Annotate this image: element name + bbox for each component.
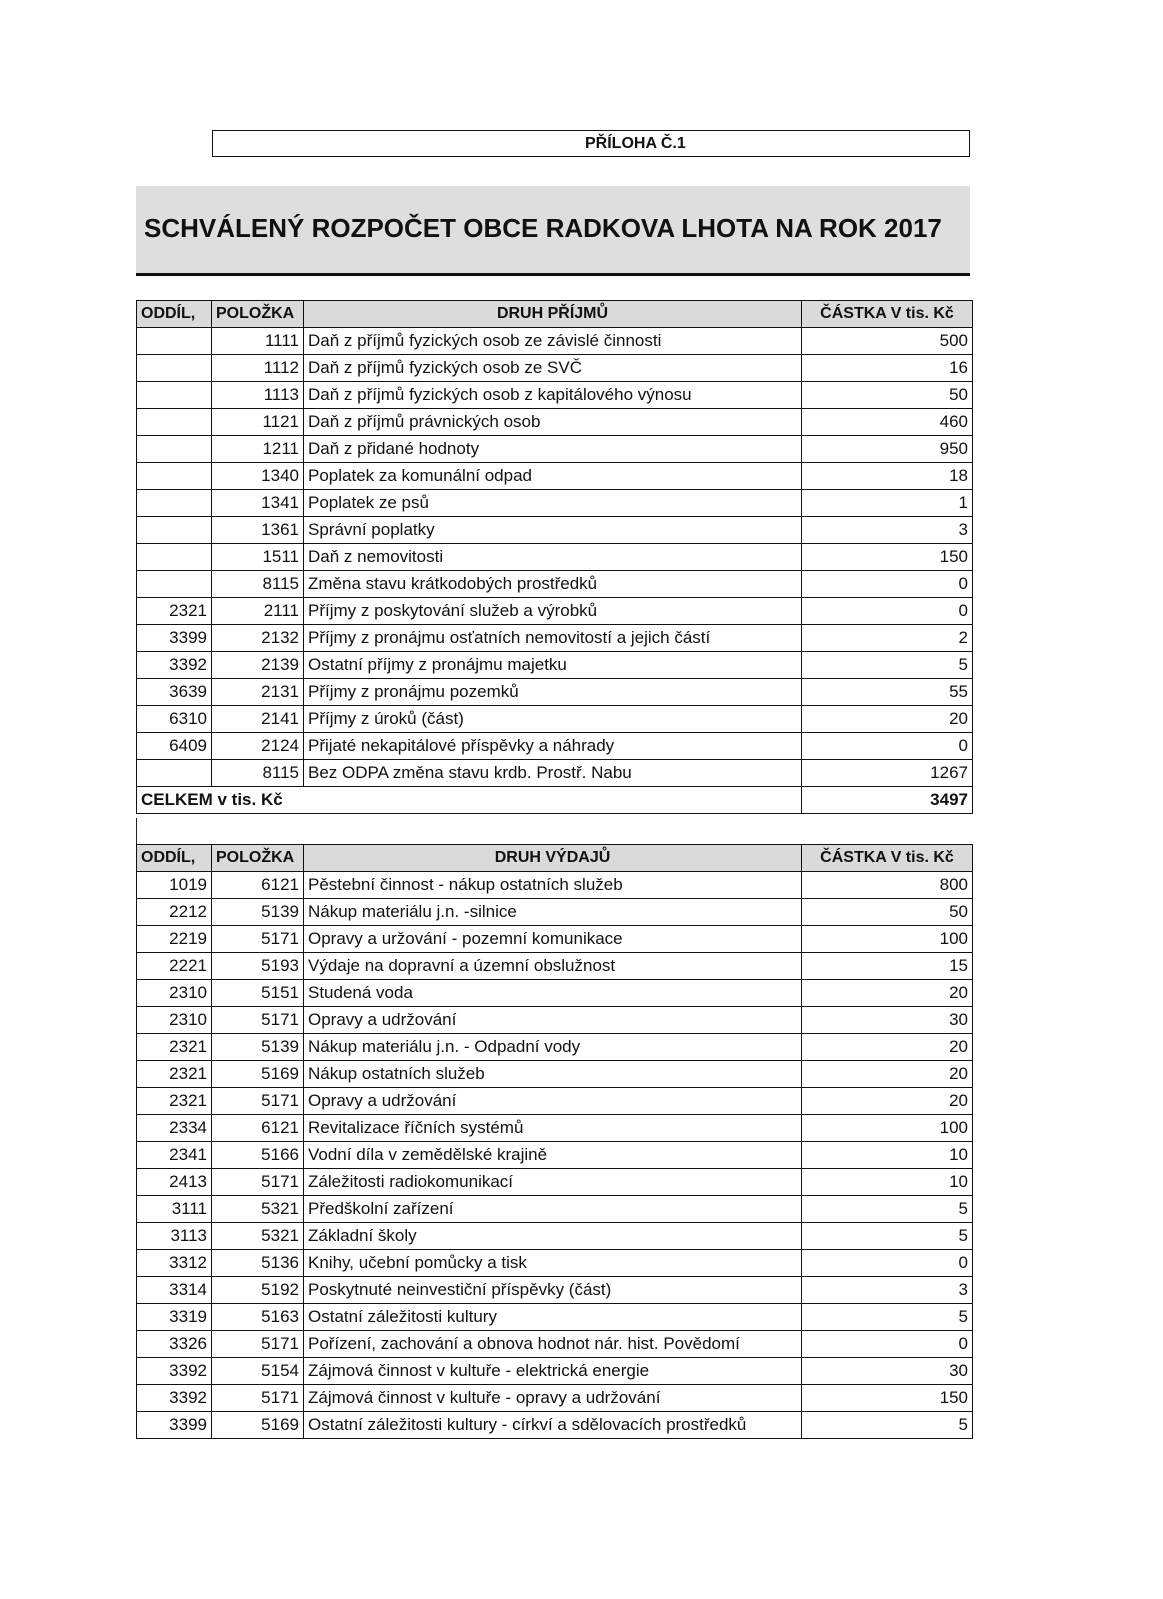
cell-castka: 20	[802, 1061, 973, 1088]
table-row	[137, 706, 973, 733]
table-row	[137, 409, 973, 436]
income-table	[136, 300, 973, 814]
cell-popis: Nákup materiálu j.n. -silnice	[304, 899, 802, 926]
cell-oddil	[137, 382, 212, 409]
cell-oddil: 3314	[137, 1277, 212, 1304]
cell-oddil: 3392	[137, 1358, 212, 1385]
cell-popis: Ostatní příjmy z pronájmu majetku	[304, 652, 802, 679]
table-row	[137, 1250, 973, 1277]
cell-castka: 10	[802, 1169, 973, 1196]
cell-polozka: 2124	[212, 733, 304, 760]
cell-popis: Příjmy z poskytování služeb a výrobků	[304, 598, 802, 625]
cell-polozka: 1511	[212, 544, 304, 571]
income-header-row	[137, 301, 973, 328]
table-row	[137, 328, 973, 355]
cell-oddil: 2334	[137, 1115, 212, 1142]
cell-castka: 0	[802, 1250, 973, 1277]
cell-polozka: 1112	[212, 355, 304, 382]
expense-rows	[137, 872, 973, 1439]
cell-oddil	[137, 571, 212, 598]
cell-popis: Daň z příjmů fyzických osob ze SVČ	[304, 355, 802, 382]
cell-polozka: 5171	[212, 1331, 304, 1358]
cell-polozka: 1111	[212, 328, 304, 355]
table-row	[137, 436, 973, 463]
cell-oddil	[137, 517, 212, 544]
cell-popis: Nákup ostatních služeb	[304, 1061, 802, 1088]
table-row	[137, 490, 973, 517]
cell-popis: Daň z příjmů fyzických osob ze závislé činnosti	[304, 328, 802, 355]
table-row	[137, 355, 973, 382]
cell-popis: Studená voda	[304, 980, 802, 1007]
cell-popis: Poskytnuté neinvestiční příspěvky (část)	[304, 1277, 802, 1304]
cell-oddil: 2321	[137, 1088, 212, 1115]
cell-castka: 50	[802, 382, 973, 409]
cell-castka: 0	[802, 571, 973, 598]
cell-polozka: 5163	[212, 1304, 304, 1331]
expense-table	[136, 844, 973, 1439]
cell-popis: Poplatek za komunální odpad	[304, 463, 802, 490]
cell-popis: Opravy a udržování	[304, 1088, 802, 1115]
header-polozka: POLOŽKA	[212, 845, 304, 872]
cell-polozka: 5166	[212, 1142, 304, 1169]
cell-castka: 15	[802, 953, 973, 980]
expense-header-row	[137, 845, 973, 872]
cell-polozka: 8115	[212, 571, 304, 598]
cell-oddil	[137, 760, 212, 787]
cell-castka: 30	[802, 1358, 973, 1385]
attachment-label: PŘÍLOHA Č.1	[585, 135, 686, 152]
cell-oddil: 2219	[137, 926, 212, 953]
cell-popis: Ostatní záležitosti kultury - církví a sdělovacích prostředků	[304, 1412, 802, 1439]
cell-polozka: 1113	[212, 382, 304, 409]
table-row	[137, 382, 973, 409]
cell-popis: Daň z příjmů právnických osob	[304, 409, 802, 436]
cell-polozka: 2111	[212, 598, 304, 625]
table-row	[137, 1196, 973, 1223]
title-band	[136, 186, 970, 276]
table-row	[137, 733, 973, 760]
table-row	[137, 571, 973, 598]
cell-popis: Revitalizace říčních systémů	[304, 1115, 802, 1142]
cell-castka: 10	[802, 1142, 973, 1169]
cell-castka: 0	[802, 733, 973, 760]
cell-popis: Pěstební činnost - nákup ostatních služeb	[304, 872, 802, 899]
cell-popis: Výdaje na dopravní a územní obslužnost	[304, 953, 802, 980]
cell-castka: 100	[802, 1115, 973, 1142]
cell-oddil: 2310	[137, 980, 212, 1007]
cell-oddil: 3319	[137, 1304, 212, 1331]
cell-oddil	[137, 463, 212, 490]
cell-polozka: 5151	[212, 980, 304, 1007]
cell-oddil: 3113	[137, 1223, 212, 1250]
cell-castka: 460	[802, 409, 973, 436]
cell-oddil: 2321	[137, 598, 212, 625]
cell-oddil: 2321	[137, 1061, 212, 1088]
cell-popis: Opravy a udržování	[304, 1007, 802, 1034]
cell-polozka: 5321	[212, 1196, 304, 1223]
cell-oddil	[137, 490, 212, 517]
cell-oddil: 3326	[137, 1331, 212, 1358]
cell-castka: 20	[802, 706, 973, 733]
cell-oddil	[137, 328, 212, 355]
cell-popis: Zájmová činnost v kultuře - elektrická energie	[304, 1358, 802, 1385]
table-row	[137, 980, 973, 1007]
cell-polozka: 5321	[212, 1223, 304, 1250]
cell-popis: Přijaté nekapitálové příspěvky a náhrady	[304, 733, 802, 760]
cell-popis: Knihy, učební pomůcky a tisk	[304, 1250, 802, 1277]
cell-polozka: 6121	[212, 1115, 304, 1142]
cell-popis: Daň z přidané hodnoty	[304, 436, 802, 463]
header-polozka: POLOŽKA	[212, 301, 304, 328]
table-row	[137, 598, 973, 625]
table-row	[137, 1169, 973, 1196]
cell-castka: 55	[802, 679, 973, 706]
header-castka: ČÁSTKA V tis. Kč	[802, 845, 973, 872]
total-value: 3497	[802, 787, 973, 814]
cell-castka: 3	[802, 1277, 973, 1304]
cell-castka: 50	[802, 899, 973, 926]
table-row	[137, 872, 973, 899]
cell-castka: 1	[802, 490, 973, 517]
cell-castka: 20	[802, 980, 973, 1007]
cell-castka: 1267	[802, 760, 973, 787]
cell-oddil: 3392	[137, 652, 212, 679]
table-row	[137, 1034, 973, 1061]
cell-oddil: 2413	[137, 1169, 212, 1196]
cell-castka: 0	[802, 598, 973, 625]
cell-polozka: 5171	[212, 1007, 304, 1034]
income-total-row	[137, 787, 973, 814]
header-oddil: ODDÍL,	[137, 845, 212, 872]
cell-castka: 20	[802, 1088, 973, 1115]
cell-oddil: 3639	[137, 679, 212, 706]
cell-castka: 150	[802, 544, 973, 571]
cell-oddil	[137, 436, 212, 463]
cell-polozka: 1361	[212, 517, 304, 544]
table-row	[137, 679, 973, 706]
cell-polozka: 2139	[212, 652, 304, 679]
cell-popis: Správní poplatky	[304, 517, 802, 544]
cell-popis: Změna stavu krátkodobých prostředků	[304, 571, 802, 598]
cell-popis: Pořízení, zachování a obnova hodnot nár. hist. Povědomí	[304, 1331, 802, 1358]
cell-oddil: 6409	[137, 733, 212, 760]
cell-polozka: 5171	[212, 926, 304, 953]
table-row	[137, 1115, 973, 1142]
cell-castka: 100	[802, 926, 973, 953]
cell-oddil: 3312	[137, 1250, 212, 1277]
cell-popis: Předškolní zařízení	[304, 1196, 802, 1223]
cell-oddil: 2212	[137, 899, 212, 926]
table-row	[137, 1331, 973, 1358]
cell-castka: 5	[802, 652, 973, 679]
table-row	[137, 1277, 973, 1304]
cell-polozka: 5169	[212, 1061, 304, 1088]
table-row	[137, 517, 973, 544]
total-label: CELKEM v tis. Kč	[137, 787, 802, 814]
cell-popis: Nákup materiálu j.n. - Odpadní vody	[304, 1034, 802, 1061]
cell-castka: 2	[802, 625, 973, 652]
section-divider	[136, 818, 137, 844]
cell-polozka: 5171	[212, 1088, 304, 1115]
table-row	[137, 463, 973, 490]
table-row	[137, 760, 973, 787]
table-row	[137, 899, 973, 926]
cell-polozka: 8115	[212, 760, 304, 787]
cell-castka: 0	[802, 1331, 973, 1358]
cell-popis: Příjmy z úroků (část)	[304, 706, 802, 733]
header-castka: ČÁSTKA V tis. Kč	[802, 301, 973, 328]
cell-castka: 20	[802, 1034, 973, 1061]
table-row	[137, 544, 973, 571]
cell-oddil: 2221	[137, 953, 212, 980]
table-row	[137, 652, 973, 679]
cell-castka: 5	[802, 1304, 973, 1331]
table-row	[137, 1223, 973, 1250]
cell-castka: 500	[802, 328, 973, 355]
table-row	[137, 926, 973, 953]
table-row	[137, 1061, 973, 1088]
cell-popis: Bez ODPA změna stavu krdb. Prostř. Nabu	[304, 760, 802, 787]
cell-castka: 18	[802, 463, 973, 490]
header-oddil: ODDÍL,	[137, 301, 212, 328]
cell-polozka: 2141	[212, 706, 304, 733]
table-row	[137, 953, 973, 980]
cell-oddil: 2310	[137, 1007, 212, 1034]
cell-castka: 800	[802, 872, 973, 899]
cell-popis: Vodní díla v zemědělské krajině	[304, 1142, 802, 1169]
cell-oddil: 3392	[137, 1385, 212, 1412]
cell-polozka: 1341	[212, 490, 304, 517]
cell-polozka: 5139	[212, 1034, 304, 1061]
cell-polozka: 5154	[212, 1358, 304, 1385]
cell-castka: 5	[802, 1196, 973, 1223]
cell-castka: 30	[802, 1007, 973, 1034]
cell-popis: Daň z příjmů fyzických osob z kapitálového výnosu	[304, 382, 802, 409]
cell-oddil: 2321	[137, 1034, 212, 1061]
cell-popis: Zájmová činnost v kultuře - opravy a udržování	[304, 1385, 802, 1412]
cell-popis: Příjmy z pronájmu pozemků	[304, 679, 802, 706]
cell-polozka: 2131	[212, 679, 304, 706]
table-row	[137, 1385, 973, 1412]
cell-popis: Ostatní záležitosti kultury	[304, 1304, 802, 1331]
cell-polozka: 1340	[212, 463, 304, 490]
cell-oddil: 2341	[137, 1142, 212, 1169]
cell-oddil: 3111	[137, 1196, 212, 1223]
cell-polozka: 5139	[212, 899, 304, 926]
table-row	[137, 625, 973, 652]
cell-polozka: 5136	[212, 1250, 304, 1277]
cell-oddil	[137, 544, 212, 571]
cell-oddil: 3399	[137, 625, 212, 652]
cell-oddil	[137, 409, 212, 436]
cell-oddil: 6310	[137, 706, 212, 733]
header-druh-vydaju: DRUH VÝDAJŮ	[304, 845, 802, 872]
cell-castka: 5	[802, 1223, 973, 1250]
table-row	[137, 1007, 973, 1034]
table-row	[137, 1088, 973, 1115]
header-druh-prijmu: DRUH PŘÍJMŮ	[304, 301, 802, 328]
page-title: SCHVÁLENÝ ROZPOČET OBCE RADKOVA LHOTA NA ROK 2017	[144, 213, 942, 243]
table-row	[137, 1304, 973, 1331]
cell-polozka: 5171	[212, 1169, 304, 1196]
cell-oddil: 3399	[137, 1412, 212, 1439]
cell-popis: Daň z nemovitosti	[304, 544, 802, 571]
cell-castka: 150	[802, 1385, 973, 1412]
table-row	[137, 1358, 973, 1385]
cell-polozka: 5169	[212, 1412, 304, 1439]
cell-polozka: 5193	[212, 953, 304, 980]
cell-oddil: 1019	[137, 872, 212, 899]
cell-castka: 16	[802, 355, 973, 382]
cell-popis: Opravy a uržování - pozemní komunikace	[304, 926, 802, 953]
cell-polozka: 1121	[212, 409, 304, 436]
cell-popis: Příjmy z pronájmu osťatních nemovitostí a jejich částí	[304, 625, 802, 652]
cell-castka: 950	[802, 436, 973, 463]
table-row	[137, 1412, 973, 1439]
cell-polozka: 5192	[212, 1277, 304, 1304]
cell-polozka: 6121	[212, 872, 304, 899]
cell-oddil	[137, 355, 212, 382]
cell-popis: Poplatek ze psů	[304, 490, 802, 517]
cell-castka: 3	[802, 517, 973, 544]
table-row	[137, 1142, 973, 1169]
income-rows	[137, 328, 973, 787]
cell-polozka: 2132	[212, 625, 304, 652]
cell-popis: Základní školy	[304, 1223, 802, 1250]
cell-polozka: 1211	[212, 436, 304, 463]
cell-popis: Záležitosti radiokomunikací	[304, 1169, 802, 1196]
cell-polozka: 5171	[212, 1385, 304, 1412]
cell-castka: 5	[802, 1412, 973, 1439]
